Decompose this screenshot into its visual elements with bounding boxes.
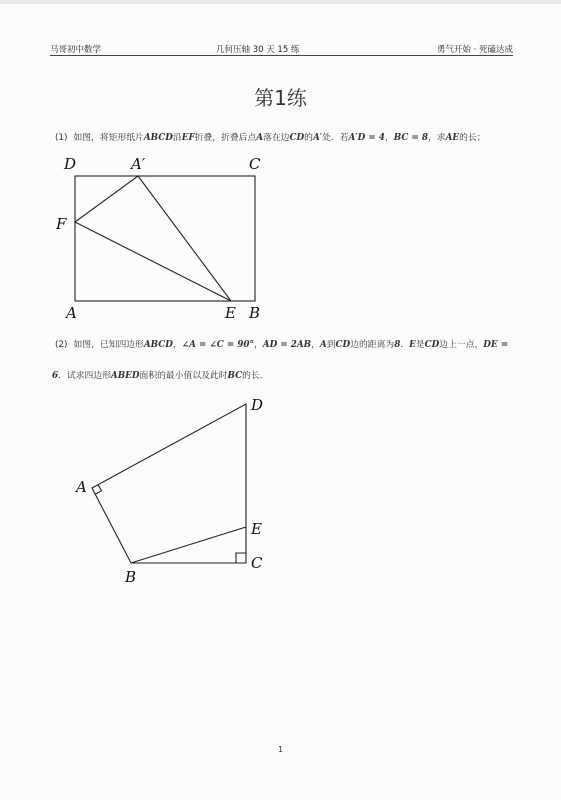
header-center: 几何压轴 30 天 15 练	[216, 45, 300, 55]
label-c: C	[251, 554, 263, 572]
label-e: E	[225, 304, 236, 322]
label-b: B	[125, 568, 137, 586]
q2-text: ．试求四边形	[58, 371, 111, 381]
question-2-number: (2)	[55, 340, 68, 350]
header-right: 勇气开始 · 死磕达成	[436, 45, 513, 55]
page-number: 1	[277, 745, 284, 754]
q2-math: E	[409, 340, 416, 350]
q1-text: 沿	[172, 133, 182, 143]
q1-math: A′	[312, 133, 323, 143]
q1-text: 如图，将矩形纸片	[73, 133, 144, 143]
page-title: 第1练	[254, 86, 307, 110]
label-f: F	[56, 215, 67, 233]
q2-math: BC	[227, 371, 243, 381]
q2-math: CD	[335, 340, 351, 350]
q2-text: 面积的最小值以及此时	[139, 371, 228, 381]
q2-text: 的长．	[242, 371, 269, 381]
q1-math: EF	[181, 133, 195, 143]
q2-text: 到	[326, 340, 336, 350]
right-angle-mark-c	[236, 553, 246, 563]
q2-math: ABCD	[143, 340, 173, 350]
label-d: D	[64, 155, 77, 173]
q2-text: 是	[415, 340, 425, 350]
q2-text: 边的距离为	[350, 340, 395, 350]
q1-math: ABCD	[143, 133, 173, 143]
q2-math: ∠A = ∠C = 90°	[181, 340, 254, 350]
q1-math: AE	[445, 133, 460, 143]
q1-text: ，	[384, 133, 394, 143]
q1-text: 的长；	[459, 133, 486, 143]
segment-be	[131, 527, 246, 563]
q1-math: BC = 8	[393, 133, 428, 143]
q2-math: A	[319, 340, 327, 350]
q2-math: DE =	[483, 340, 509, 350]
q1-math: A	[256, 133, 264, 143]
q2-math: AD = 2AB	[262, 340, 312, 350]
label-d: D	[251, 396, 264, 414]
label-b: B	[249, 304, 261, 322]
q1-text: 折叠，折叠后点	[194, 133, 257, 143]
q2-math: CD	[424, 340, 440, 350]
quadrilateral-abcd	[92, 404, 246, 563]
q2-text: 边上一点，	[439, 340, 484, 350]
q1-text: 落在边	[263, 133, 290, 143]
q1-math: CD	[289, 133, 305, 143]
q2-text: ．	[400, 340, 410, 350]
q2-math: 8	[394, 340, 401, 350]
label-a-prime: A′	[131, 155, 146, 173]
label-c: C	[249, 155, 261, 173]
label-a: A	[66, 304, 77, 322]
q1-text: 的	[304, 133, 313, 143]
q1-math: A′D = 4	[348, 133, 385, 143]
q2-math: 6	[52, 371, 59, 381]
header-left: 马哥初中数学	[50, 45, 102, 55]
q2-text: 如图，已知四边形	[73, 340, 144, 350]
label-e: E	[251, 520, 262, 538]
q2-math: ABED	[110, 371, 140, 381]
q1-text: 处．若	[322, 133, 349, 143]
q2-text: ，	[172, 340, 182, 350]
label-a: A	[76, 478, 87, 496]
q2-text: ，	[311, 340, 320, 350]
q1-text: ，求	[427, 133, 446, 143]
question-1-number: (1)	[55, 133, 68, 143]
q2-text: ，	[253, 340, 263, 350]
